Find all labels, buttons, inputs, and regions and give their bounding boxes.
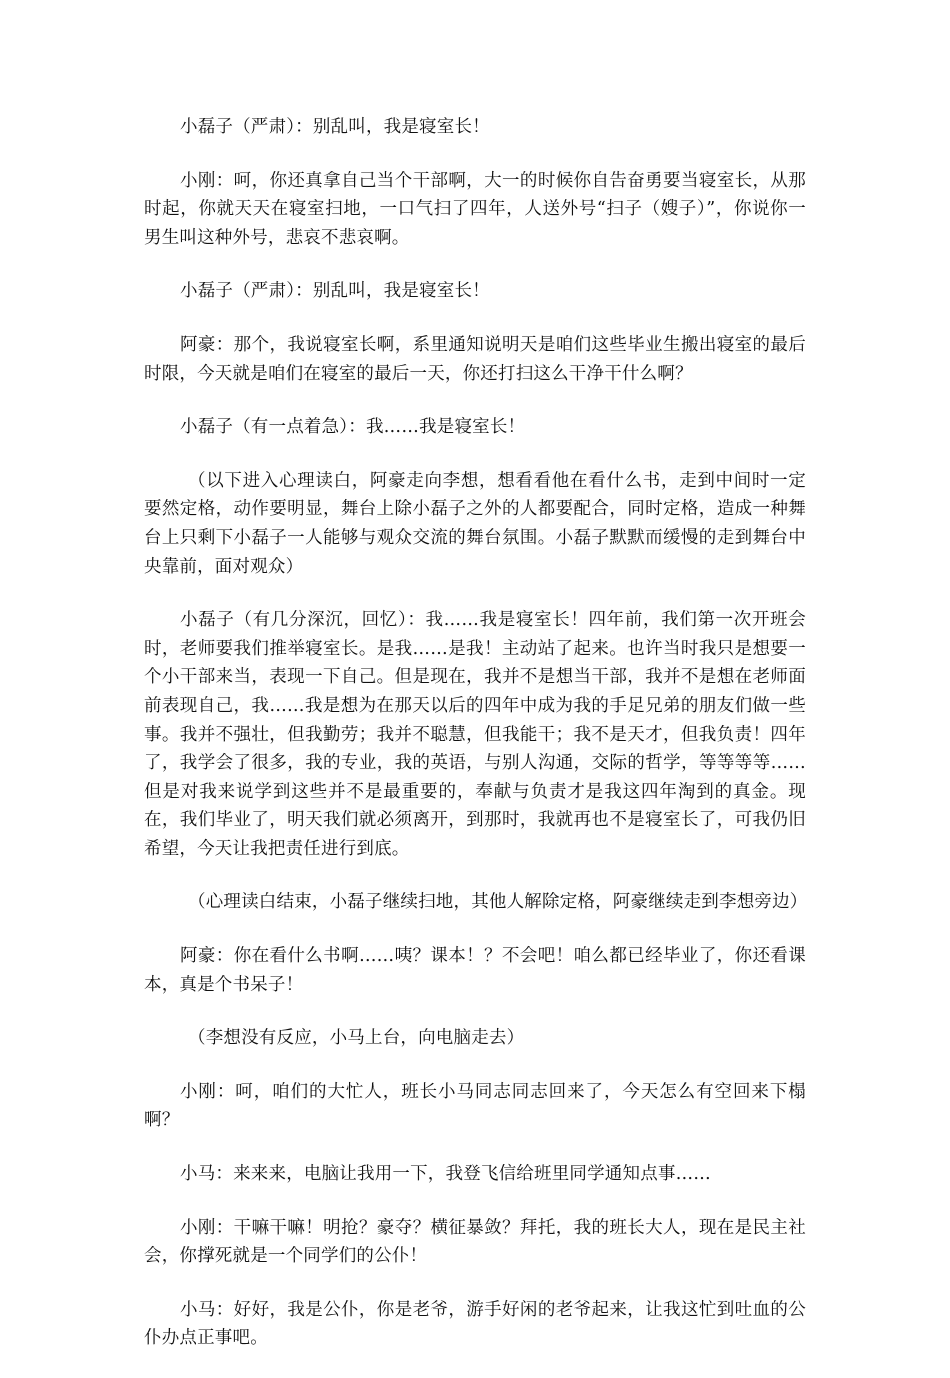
dialogue-paragraph: 小磊子（严肃）：别乱叫，我是寝室长！ — [180, 281, 490, 302]
dialogue-paragraph: 小马：好好，我是公仆，你是老爷，游手好闲的老爷起来，让我这忙到吐血的公仆办点正事吧。 — [144, 1299, 806, 1349]
stage-direction-paragraph: （李想没有反应，小马上台，向电脑走去） — [188, 1028, 525, 1049]
dialogue-paragraph: 小磊子（有一点着急）：我……我是寝室长！ — [180, 417, 526, 438]
dialogue-paragraph: 小磊子（严肃）：别乱叫，我是寝室长！ — [180, 117, 490, 137]
dialogue-paragraph: 阿豪：那个，我说寝室长啊，系里通知说明天是咱们这些毕业生搬出寝室的最后时限，今天就是咱们在寝室的最后一天，你还打扫这么干净干什么啊？ — [144, 334, 806, 384]
dialogue-paragraph: 小马：来来来，电脑让我用一下，我登飞信给班里同学通知点事…… — [180, 1164, 711, 1185]
dialogue-paragraph: 小磊子（有几分深沉，回忆）：我……我是寝室长！四年前，我们第一次开班会时，老师要我们推举寝室长。是我……是我！主动站了起来。也许当时我只是想要一个小干部来当，表现一下自己。但是现在，我并不是想当干部，我并不是想在老师面前表现自己，我……我是想为在那天以后的四年中成为我的手足兄弟的朋友们做一些事。我并不强壮，但我勤劳；我并不聪慧，但我能干；我不是天才，但我负责！四年了，我学会了很多，我的专业，我的英语，与别人沟通，交际的哲学，等等等等……但是对我来说学到这些并不是最重要的，奉献与负责才是我这四年淘到的真金。现在，我们毕业了，明天我们就必须离开，到那时，我就再也不是寝室长了，可我仍旧希望，今天让我把责任进行到底。 — [144, 610, 806, 859]
script-body — [144, 113, 806, 1378]
dialogue-paragraph: 阿豪：你在看什么书啊……咦？课本！？不会吧！咱么都已经毕业了，你还看课本，真是个书呆子！ — [144, 946, 806, 995]
dialogue-paragraph: 小刚：呵，你还真拿自己当个干部啊，大一的时候你自告奋勇要当寝室长，从那时起，你就天天在寝室扫地，一口气扫了四年，人送外号“扫子（嫂子）”，你说你一男生叫这种外号，悲哀不悲哀啊。 — [144, 170, 806, 248]
dialogue-paragraph: 小刚：干嘛干嘛！明抢？豪夺？横征暴敛？拜托，我的班长大人，现在是民主社会，你撑死就是一个同学们的公仆！ — [144, 1217, 806, 1267]
stage-direction-paragraph: （心理读白结束，小磊子继续扫地，其他人解除定格，阿豪继续走到李想旁边） — [188, 892, 808, 913]
stage-direction-paragraph: （以下进入心理读白，阿豪走向李想，想看看他在看什么书，走到中间时一定要然定格，动作要明显，舞台上除小磊子之外的人都要配合，同时定格，造成一种舞台上只剩下小磊子一人能够与观众交流的舞台氛围。小磊子默默而缓慢的走到舞台中央靠前，面对观众） — [144, 470, 806, 577]
dialogue-paragraph: 小刚：呵，咱们的大忙人，班长小马同志同志回来了，今天怎么有空回来下榻啊？ — [144, 1081, 806, 1131]
